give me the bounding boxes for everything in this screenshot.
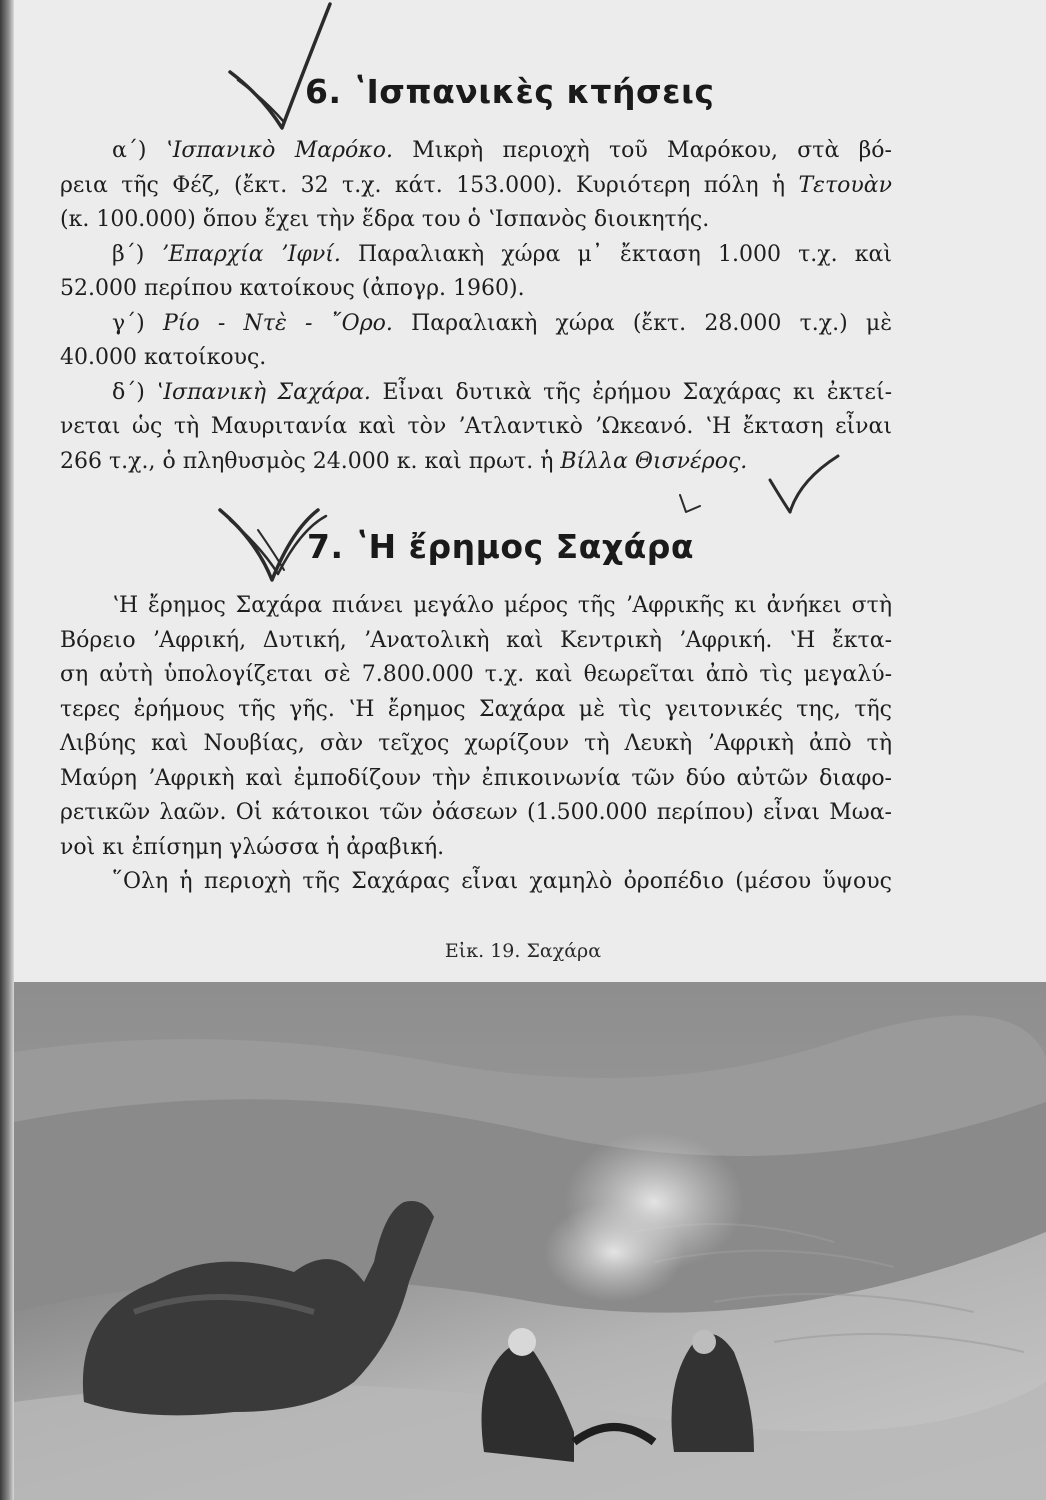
sahara-line-6: Μαύρη ʼΑφρικὴ καὶ ἐμποδίζουν τὴν ἐπικοινωνία τῶν δύο αὐτῶν διαφο- [60,765,892,791]
sahara-line-3: ση αὐτὴ ὑπολογίζεται σὲ 7.800.000 τ.χ. καὶ θεωρεῖται ἀπὸ τὶς μεγαλύ- [60,662,892,687]
item-a-title: ʽΙσπανικὸ Μαρόκο. [165,138,393,163]
item-b-line-2: 52.000 περίπου κατοίκους (ἀπογρ. 1960). [60,276,525,301]
item-d-line-1: δ΄) ʽΙσπανικὴ Σαχάρα. Εἶναι δυτικὰ τῆς ἐρήμου Σαχάρας κι ἐκτεί- [112,379,893,405]
item-c-title: Ρίο - Ντὲ - ῎Ορο. [162,310,393,336]
item-c-line-1: γ΄) Ρίο - Ντὲ - ῎Ορο. Παραλιακὴ χώρα (ἔκτ. 28.000 τ.χ.) μὲ [112,310,892,336]
item-b-title: ʼΕπαρχία ʼΙφνί. [161,241,341,267]
item-d-capital: Βίλλα Θισνέρος. [560,448,748,474]
item-a-line-1: α΄) ʽΙσπανικὸ Μαρόκο. Μικρὴ περιοχὴ τοῦ Μαρόκου, στὰ βό- [112,138,892,163]
sahara-line-5: Λιβύης καὶ Νουβίας, σὰν τεῖχος χωρίζουν τὴ Λευκὴ ʼΑφρικὴ ἀπὸ τὴ [60,731,892,756]
item-d-line-2: νεται ὡς τὴ Μαυριτανία καὶ τὸν ʼΑτλαντικὸ ʼΩκεανό. ʽΗ ἔκταση εἶναι [60,414,892,439]
sahara-line-8: νοὶ κι ἐπίσημη γλώσσα ἡ ἀραβική. [60,834,445,860]
item-a-line-3: (κ. 100.000) ὅπου ἔχει τὴν ἕδρα του ὁ ʽΙσπανὸς διοικητής. [60,207,710,232]
item-b-line-1: β΄) ʼΕπαρχία ʼΙφνί. Παραλιακὴ χώρα μ᾽ ἔκταση 1.000 τ.χ. καὶ [112,241,892,267]
item-d-line-3: 266 τ.χ., ὁ πληθυσμὸς 24.000 κ. καὶ πρωτ. ἡ Βίλλα Θισνέρος. [60,448,748,474]
item-a-city: Τετουὰν [798,172,892,198]
sahara-line-4: τερες ἐρήμους τῆς γῆς. ʽΗ ἔρημος Σαχάρα μὲ τὶς γειτονικές της, τῆς [60,696,892,722]
sahara-line-1: ʽΗ ἔρημος Σαχάρα πιάνει μεγάλο μέρος τῆς ʼΑφρικῆς κι ἀνήκει στὴ [112,593,892,618]
page-binding-edge [0,0,14,1500]
section-6-heading: 6. ʽΙσπανικὲς κτήσεις [305,72,715,111]
item-d-title: ʽΙσπανικὴ Σαχάρα. [156,379,371,405]
section-7-heading: 7. ʽΗ ἔρημος Σαχάρα [307,527,695,566]
sahara-photo [14,982,1046,1500]
figure-caption: Εἰκ. 19. Σαχάρα [444,940,602,962]
section-7-body [60,589,892,900]
checkmark-icon [220,510,318,580]
sahara-line-2: Βόρειο ʼΑφρική, Δυτική, ʼΑνατολικὴ καὶ Κεντρικὴ ʼΑφρική. ʽΗ ἔκτα- [60,627,892,653]
item-a-line-2: ρεια τῆς Φέζ, (ἔκτ. 32 τ.χ. κάτ. 153.000). Κυριότερη πόλη ἡ Τετουὰν [60,172,892,198]
item-c-line-2: 40.000 κατοίκους. [60,345,267,370]
sahara-line-9: ῞Ολη ἡ περιοχὴ τῆς Σαχάρας εἶναι χαμηλὸ ὀροπέδιο (μέσου ὕψους [112,869,892,894]
sahara-line-7: ρετικῶν λαῶν. Οἱ κάτοικοι τῶν ὀάσεων (1.500.000 περίπου) εἶναι Μωα- [60,800,892,825]
section-6-body [60,134,892,479]
